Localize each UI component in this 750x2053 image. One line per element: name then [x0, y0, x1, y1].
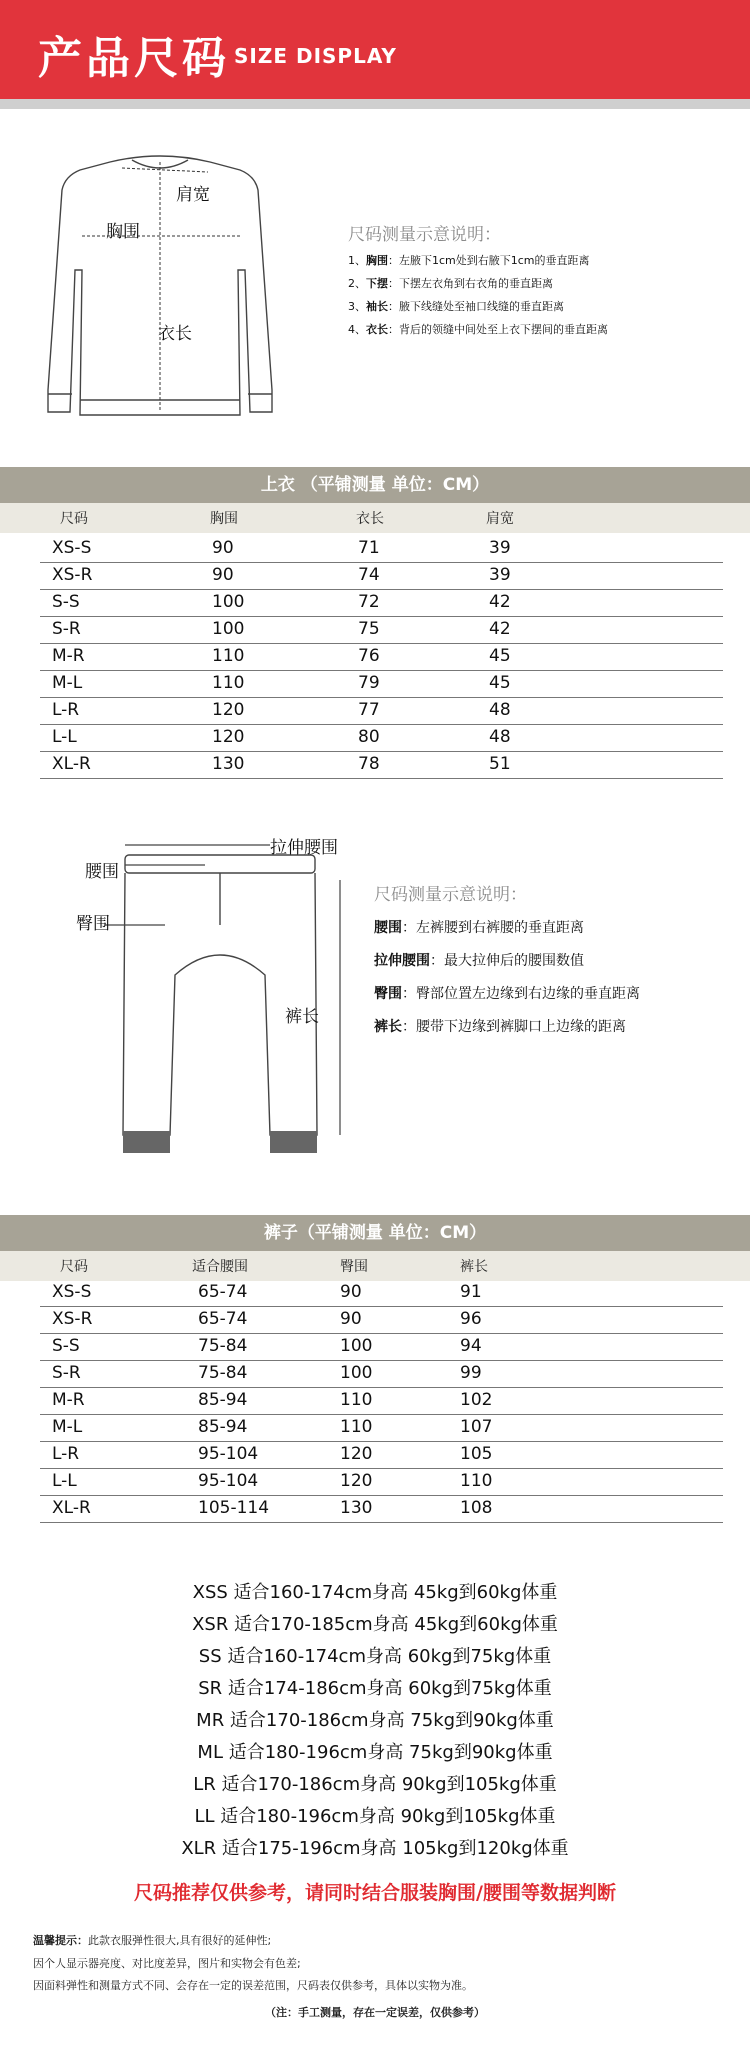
shirt-table-row-cell: 39: [489, 538, 511, 558]
pants-table-row-cell: 75-84: [198, 1363, 248, 1383]
row-divider: [40, 1522, 723, 1523]
pants-table-row-cell: 100: [340, 1336, 373, 1356]
pants-table-row-cell: M-R: [52, 1390, 85, 1410]
shirt-table-row-cell: 120: [212, 700, 245, 720]
shirt-table-row-cell: 76: [358, 646, 380, 666]
row-divider: [40, 724, 723, 725]
row-divider: [40, 778, 723, 779]
row-divider: [40, 589, 723, 590]
pants-legend-item: 腰围：左裤腰到右裤腰的垂直距离: [374, 920, 584, 936]
row-divider: [40, 1387, 723, 1388]
pants-table-banner: 裤子（平铺测量 单位：CM）: [0, 1215, 750, 1251]
row-divider: [40, 616, 723, 617]
shirt-table-row-cell: 48: [489, 700, 511, 720]
recommendation-note: 尺码推荐仅供参考，请同时结合服装胸围/腰围等数据判断: [134, 1882, 616, 1904]
size-recommendation: SR 适合174-186cm身高 60kg到75kg体重: [198, 1678, 552, 1699]
pants-length-label: 裤长: [285, 1007, 319, 1027]
pants-table-row-cell: 91: [460, 1282, 482, 1302]
pants-table-row-cell: XL-R: [52, 1498, 91, 1518]
pants-table-row-cell: S-S: [52, 1336, 80, 1356]
row-divider: [40, 1333, 723, 1334]
pants-table-row-cell: M-L: [52, 1417, 83, 1437]
shirt-table-row-cell: 77: [358, 700, 380, 720]
shirt-table-row-cell: 45: [489, 673, 511, 693]
row-divider: [40, 1414, 723, 1415]
tip-line: 因面料弹性和测量方式不同、会存在一定的误差范围，尺码表仅供参考，具体以实物为准。: [33, 1979, 473, 1992]
pants-table-row-cell: 65-74: [198, 1282, 248, 1302]
shirt-table-row-cell: 100: [212, 592, 245, 612]
shirt-table-row-cell: M-L: [52, 673, 83, 693]
header-divider: [0, 99, 750, 109]
shirt-table-row-cell: L-L: [52, 727, 77, 747]
shirt-table-row-cell: 75: [358, 619, 380, 639]
pants-table-row-cell: 85-94: [198, 1417, 248, 1437]
shirt-table-row-cell: XS-S: [52, 538, 92, 558]
row-divider: [40, 670, 723, 671]
shirt-table-row-cell: XL-R: [52, 754, 91, 774]
shirt-table-row-cell: S-R: [52, 619, 81, 639]
stretch-waist-label: 拉伸腰围: [270, 838, 338, 858]
size-recommendation: ML 适合180-196cm身高 75kg到90kg体重: [197, 1742, 553, 1763]
pants-table-row-cell: 99: [460, 1363, 482, 1383]
shirt-table-row-cell: 90: [212, 538, 234, 558]
shirt-th-shoulder: 肩宽: [486, 511, 514, 527]
shirt-table-row-cell: 79: [358, 673, 380, 693]
pants-legend-item: 裤长：腰带下边缘到裤脚口上边缘的距离: [374, 1019, 626, 1035]
pants-table-row-cell: 105: [460, 1444, 493, 1464]
shirt-table-row-cell: 39: [489, 565, 511, 585]
pants-table-header: [0, 1251, 750, 1281]
row-divider: [40, 1306, 723, 1307]
shirt-table-row-cell: 71: [358, 538, 380, 558]
shirt-table-row-cell: 90: [212, 565, 234, 585]
shirt-table-row-cell: 51: [489, 754, 511, 774]
shirt-table-row-cell: 48: [489, 727, 511, 747]
shirt-table-row-cell: 72: [358, 592, 380, 612]
pants-legend-item: 拉伸腰围：最大拉伸后的腰围数值: [374, 953, 584, 969]
tip-footer: （注：手工测量，存在一定误差，仅供参考）: [265, 2006, 485, 2019]
shirt-th-chest: 胸围: [210, 511, 238, 527]
shirt-table-row-cell: XS-R: [52, 565, 93, 585]
chest-label: 胸围: [106, 222, 140, 242]
pants-table-row-cell: 95-104: [198, 1471, 259, 1491]
pants-table-row-cell: XS-S: [52, 1282, 92, 1302]
pants-table-row-cell: 120: [340, 1444, 373, 1464]
pants-table-row-cell: L-R: [52, 1444, 80, 1464]
shirt-table-row-cell: M-R: [52, 646, 85, 666]
row-divider: [40, 697, 723, 698]
length-label: 衣长: [158, 324, 192, 344]
pants-table-row-cell: 75-84: [198, 1336, 248, 1356]
size-recommendation: XSS 适合160-174cm身高 45kg到60kg体重: [192, 1582, 558, 1603]
pants-diagram: [65, 835, 355, 1165]
shirt-th-length: 衣长: [356, 511, 384, 527]
pants-table-row-cell: 65-74: [198, 1309, 248, 1329]
pants-table-row-cell: 95-104: [198, 1444, 259, 1464]
pants-table-row-cell: 107: [460, 1417, 493, 1437]
pants-table-row-cell: 94: [460, 1336, 482, 1356]
shirt-legend-item: 2、下摆：下摆左衣角到右衣角的垂直距离: [348, 277, 553, 290]
shirt-table-row-cell: 80: [358, 727, 380, 747]
pants-th-hip: 臀围: [340, 1259, 368, 1275]
shirt-table-row-cell: 130: [212, 754, 245, 774]
row-divider: [40, 1468, 723, 1469]
shirt-legend-item: 3、袖长：腋下线缝处至袖口线缝的垂直距离: [348, 300, 564, 313]
pants-table-row-cell: 90: [340, 1309, 362, 1329]
pants-table-row-cell: XS-R: [52, 1309, 93, 1329]
row-divider: [40, 1360, 723, 1361]
pants-table-row-cell: 90: [340, 1282, 362, 1302]
row-divider: [40, 1495, 723, 1496]
pants-table-row-cell: 120: [340, 1471, 373, 1491]
shirt-table-row-cell: 100: [212, 619, 245, 639]
shirt-table-row-cell: 110: [212, 646, 245, 666]
page-subtitle: SIZE DISPLAY: [234, 44, 397, 68]
shirt-table-row-cell: 120: [212, 727, 245, 747]
pants-table-row-cell: 100: [340, 1363, 373, 1383]
pants-table-row-cell: 96: [460, 1309, 482, 1329]
pants-table-row-cell: L-L: [52, 1471, 77, 1491]
size-recommendation: XLR 适合175-196cm身高 105kg到120kg体重: [181, 1838, 569, 1859]
pants-th-size: 尺码: [60, 1259, 88, 1275]
shoulder-label: 肩宽: [176, 185, 210, 205]
row-divider: [40, 1441, 723, 1442]
shirt-legend-item: 4、衣长：背后的领缝中间处至上衣下摆间的垂直距离: [348, 323, 608, 336]
pants-legend-title: 尺码测量示意说明：: [374, 885, 527, 905]
pants-table-row-cell: 110: [340, 1390, 373, 1410]
shirt-table-row-cell: 42: [489, 619, 511, 639]
page-title: 产品尺码: [38, 33, 230, 84]
pants-table-row-cell: S-R: [52, 1363, 81, 1383]
pants-table-row-cell: 110: [340, 1417, 373, 1437]
shirt-table-row-cell: S-S: [52, 592, 80, 612]
shirt-table-row-cell: 42: [489, 592, 511, 612]
tip-line: 温馨提示：此款衣服弹性很大,具有很好的延伸性;: [33, 1934, 272, 1947]
pants-table-row-cell: 102: [460, 1390, 493, 1410]
pants-th-waist: 适合腰围: [192, 1259, 248, 1275]
shirt-table-row-cell: 78: [358, 754, 380, 774]
pants-table-row-cell: 105-114: [198, 1498, 270, 1518]
row-divider: [40, 562, 723, 563]
shirt-table-banner: 上衣 （平铺测量 单位：CM）: [0, 467, 750, 503]
tip-line: 因个人显示器亮度、对比度差异，图片和实物会有色差;: [33, 1957, 301, 1970]
size-recommendation: SS 适合160-174cm身高 60kg到75kg体重: [198, 1646, 552, 1667]
shirt-table-row-cell: 74: [358, 565, 380, 585]
pants-table-row-cell: 130: [340, 1498, 373, 1518]
hip-label: 臀围: [76, 914, 110, 934]
shirt-table-row-cell: L-R: [52, 700, 80, 720]
pants-table-row-cell: 85-94: [198, 1390, 248, 1410]
shirt-legend-item: 1、胸围：左腋下1cm处到右腋下1cm的垂直距离: [348, 254, 590, 267]
size-recommendation: XSR 适合170-185cm身高 45kg到60kg体重: [192, 1614, 558, 1635]
pants-table-row-cell: 110: [460, 1471, 493, 1491]
size-recommendation: MR 适合170-186cm身高 75kg到90kg体重: [196, 1710, 554, 1731]
pants-th-length: 裤长: [460, 1259, 488, 1275]
shirt-th-size: 尺码: [60, 511, 88, 527]
shirt-table-row-cell: 45: [489, 646, 511, 666]
shirt-table-row-cell: 110: [212, 673, 245, 693]
shirt-legend-title: 尺码测量示意说明：: [348, 225, 501, 245]
size-recommendation: LR 适合170-186cm身高 90kg到105kg体重: [193, 1774, 557, 1795]
row-divider: [40, 643, 723, 644]
shirt-diagram: [40, 150, 280, 435]
size-recommendation: LL 适合180-196cm身高 90kg到105kg体重: [194, 1806, 556, 1827]
row-divider: [40, 751, 723, 752]
waist-label: 腰围: [85, 862, 119, 882]
pants-table-row-cell: 108: [460, 1498, 493, 1518]
pants-legend-item: 臀围：臀部位置左边缘到右边缘的垂直距离: [374, 986, 640, 1002]
